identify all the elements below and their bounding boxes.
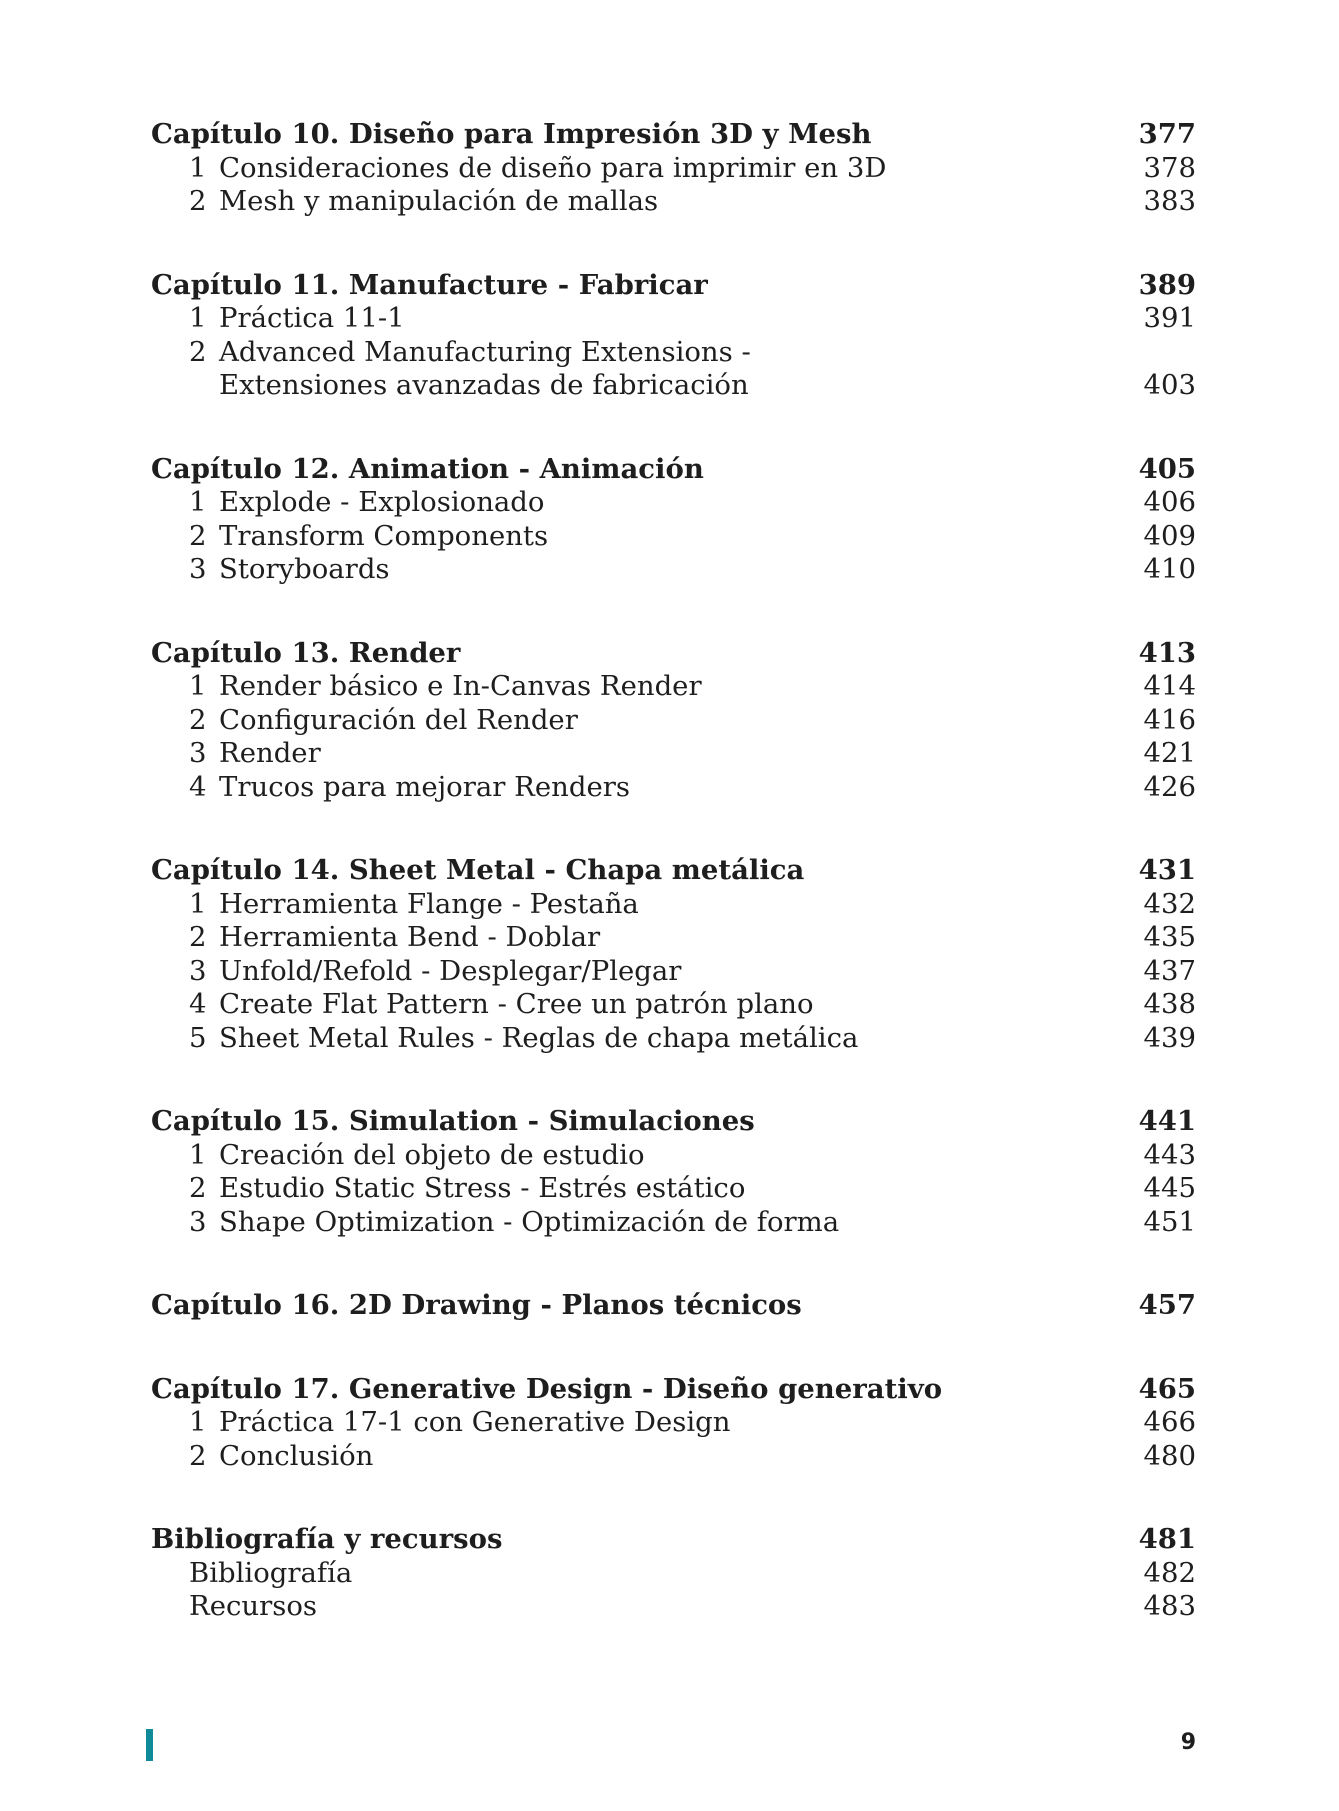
entry-page-number: 378 — [1143, 151, 1196, 184]
entry-number: 1 — [189, 1138, 207, 1171]
toc-chapter — [151, 854, 1196, 1055]
entry-title: Práctica 17-1 con Generative Design — [219, 1406, 731, 1438]
entry-page-number: 410 — [1143, 553, 1196, 585]
chapter-title: Capítulo 16. 2D Drawing - Planos técnicos — [151, 1289, 802, 1321]
entry-page-number: 466 — [1143, 1406, 1196, 1438]
chapter-heading[interactable] — [151, 269, 1196, 303]
toc-entry[interactable] — [151, 1557, 1196, 1591]
toc-entry[interactable] — [151, 988, 1196, 1022]
toc-chapter — [151, 269, 1196, 403]
toc-chapter — [151, 1289, 1196, 1323]
chapter-title: Capítulo 15. Simulation - Simulaciones — [151, 1105, 755, 1137]
toc-entry[interactable] — [151, 771, 1196, 805]
entry-page-number: 416 — [1143, 703, 1196, 736]
chapter-page-number: 481 — [1138, 1523, 1196, 1555]
chapter-heading[interactable] — [151, 1289, 1196, 1323]
entry-title: Explode - Explosionado — [219, 486, 545, 518]
chapter-heading[interactable] — [151, 854, 1196, 888]
chapter-page-number: 377 — [1138, 118, 1196, 150]
entry-page-number: 426 — [1143, 770, 1196, 803]
toc-chapter — [151, 453, 1196, 587]
chapter-page-number: 457 — [1138, 1289, 1196, 1321]
entry-title: Trucos para mejorar Renders — [219, 770, 630, 803]
entry-title: Render básico e In-Canvas Render — [219, 670, 702, 702]
entry-title: Conclusión — [219, 1439, 374, 1472]
entry-page-number: 451 — [1143, 1205, 1196, 1238]
toc-entry[interactable] — [151, 553, 1196, 587]
chapter-title: Capítulo 10. Diseño para Impresión 3D y Mesh — [151, 118, 872, 150]
entry-page-number: 483 — [1143, 1590, 1196, 1622]
entry-number: 3 — [189, 954, 207, 987]
entry-title: Render — [219, 737, 321, 769]
entry-title: Estudio Static Stress - Estrés estático — [219, 1172, 746, 1204]
entry-number: 3 — [189, 737, 207, 769]
entry-title: Recursos — [189, 1590, 318, 1622]
toc-chapter — [151, 637, 1196, 805]
entry-title: Unfold/Refold - Desplegar/Plegar — [219, 954, 682, 987]
entry-title: Bibliografía — [189, 1556, 353, 1589]
entry-page-number: 438 — [1143, 988, 1196, 1020]
toc-entry[interactable] — [151, 1206, 1196, 1240]
chapter-page-number: 413 — [1138, 636, 1196, 669]
entry-page-number: 480 — [1143, 1439, 1196, 1472]
chapter-page-number: 405 — [1138, 452, 1196, 485]
entry-title: Práctica 11-1 — [219, 302, 405, 334]
toc-chapter — [151, 1523, 1196, 1624]
entry-title: Create Flat Pattern - Cree un patrón plano — [219, 988, 814, 1020]
entry-page-number: 445 — [1143, 1172, 1196, 1204]
page-number: 9 — [1180, 1730, 1196, 1755]
toc-entry[interactable] — [151, 302, 1196, 336]
toc-entry[interactable] — [151, 737, 1196, 771]
entry-number: 2 — [189, 519, 207, 552]
footer-accent-bar — [146, 1729, 153, 1761]
entry-title: Configuración del Render — [219, 703, 578, 736]
chapter-heading[interactable] — [151, 1373, 1196, 1407]
entry-title: Herramienta Bend - Doblar — [219, 921, 601, 953]
entry-number: 2 — [189, 335, 207, 368]
entry-number: 4 — [189, 988, 207, 1020]
entry-title: Consideraciones de diseño para imprimir en 3D — [219, 151, 887, 184]
entry-number: 2 — [189, 1172, 207, 1204]
toc-entry[interactable] — [151, 1440, 1196, 1474]
table-of-contents — [151, 118, 1196, 1674]
entry-number: 2 — [189, 703, 207, 736]
toc-chapter — [151, 1373, 1196, 1474]
toc-entry[interactable] — [151, 1139, 1196, 1173]
entry-page-number: 482 — [1143, 1556, 1196, 1589]
entry-title: Storyboards — [219, 553, 390, 585]
chapter-title: Capítulo 17. Generative Design - Diseño generativo — [151, 1372, 943, 1405]
entry-page-number: 383 — [1143, 185, 1196, 217]
entry-number: 2 — [189, 1439, 207, 1472]
entry-number: 3 — [189, 553, 207, 585]
entry-number: 5 — [189, 1021, 207, 1054]
entry-page-number: 403 — [1143, 369, 1196, 401]
toc-entry[interactable] — [151, 888, 1196, 922]
entry-page-number: 439 — [1143, 1021, 1196, 1054]
toc-entry[interactable] — [151, 152, 1196, 186]
entry-number: 2 — [189, 185, 207, 217]
chapter-heading[interactable] — [151, 453, 1196, 487]
toc-entry[interactable] — [151, 1022, 1196, 1056]
toc-chapter — [151, 1105, 1196, 1239]
entry-title: Herramienta Flange - Pestaña — [219, 887, 639, 920]
toc-entry[interactable] — [151, 1406, 1196, 1440]
entry-page-number: 437 — [1143, 954, 1196, 987]
entry-number: 3 — [189, 1205, 207, 1238]
entry-page-number: 435 — [1143, 921, 1196, 953]
toc-entry[interactable] — [151, 1590, 1196, 1624]
toc-entry[interactable] — [151, 921, 1196, 955]
entry-title: Transform Components — [219, 519, 549, 552]
toc-entry[interactable] — [151, 486, 1196, 520]
chapter-page-number: 441 — [1138, 1105, 1196, 1137]
chapter-title: Capítulo 12. Animation - Animación — [151, 452, 704, 485]
chapter-page-number: 389 — [1138, 268, 1196, 301]
toc-entry[interactable] — [151, 520, 1196, 554]
toc-chapter — [151, 118, 1196, 219]
toc-entry[interactable] — [151, 1172, 1196, 1206]
toc-entry[interactable] — [151, 704, 1196, 738]
entry-page-number: 421 — [1143, 737, 1196, 769]
entry-number: 1 — [189, 887, 207, 920]
entry-title: Shape Optimization - Optimización de forma — [219, 1205, 840, 1238]
entry-title: Mesh y manipulación de mallas — [219, 185, 659, 217]
toc-entry[interactable] — [151, 670, 1196, 704]
chapter-heading[interactable] — [151, 1523, 1196, 1557]
entry-number: 4 — [189, 770, 207, 803]
entry-page-number: 443 — [1143, 1138, 1196, 1171]
entry-number: 1 — [189, 670, 207, 702]
chapter-page-number: 465 — [1138, 1372, 1196, 1405]
entry-page-number: 409 — [1143, 519, 1196, 552]
entry-title: Creación del objeto de estudio — [219, 1138, 645, 1171]
chapter-title: Capítulo 13. Render — [151, 636, 461, 669]
toc-entry[interactable] — [151, 955, 1196, 989]
entry-number: 2 — [189, 921, 207, 953]
chapter-title: Bibliografía y recursos — [151, 1523, 503, 1555]
chapter-heading[interactable] — [151, 118, 1196, 152]
chapter-heading[interactable] — [151, 1105, 1196, 1139]
entry-number: 1 — [189, 1406, 207, 1438]
entry-page-number: 406 — [1143, 486, 1196, 518]
entry-page-number: 432 — [1143, 887, 1196, 920]
toc-entry[interactable] — [151, 185, 1196, 219]
chapter-title: Capítulo 14. Sheet Metal - Chapa metálica — [151, 854, 805, 886]
entry-page-number: 391 — [1143, 302, 1196, 334]
entry-number: 1 — [189, 486, 207, 518]
entry-title: Advanced Manufacturing Extensions - Extensiones avanzadas de fabricación — [219, 335, 751, 401]
chapter-page-number: 431 — [1138, 854, 1196, 886]
chapter-title: Capítulo 11. Manufacture - Fabricar — [151, 268, 708, 301]
chapter-heading[interactable] — [151, 637, 1196, 671]
entry-number: 1 — [189, 151, 207, 184]
toc-entry[interactable] — [151, 336, 1196, 403]
entry-number: 1 — [189, 302, 207, 334]
entry-title: Sheet Metal Rules - Reglas de chapa metálica — [219, 1021, 859, 1054]
entry-page-number: 414 — [1143, 670, 1196, 702]
